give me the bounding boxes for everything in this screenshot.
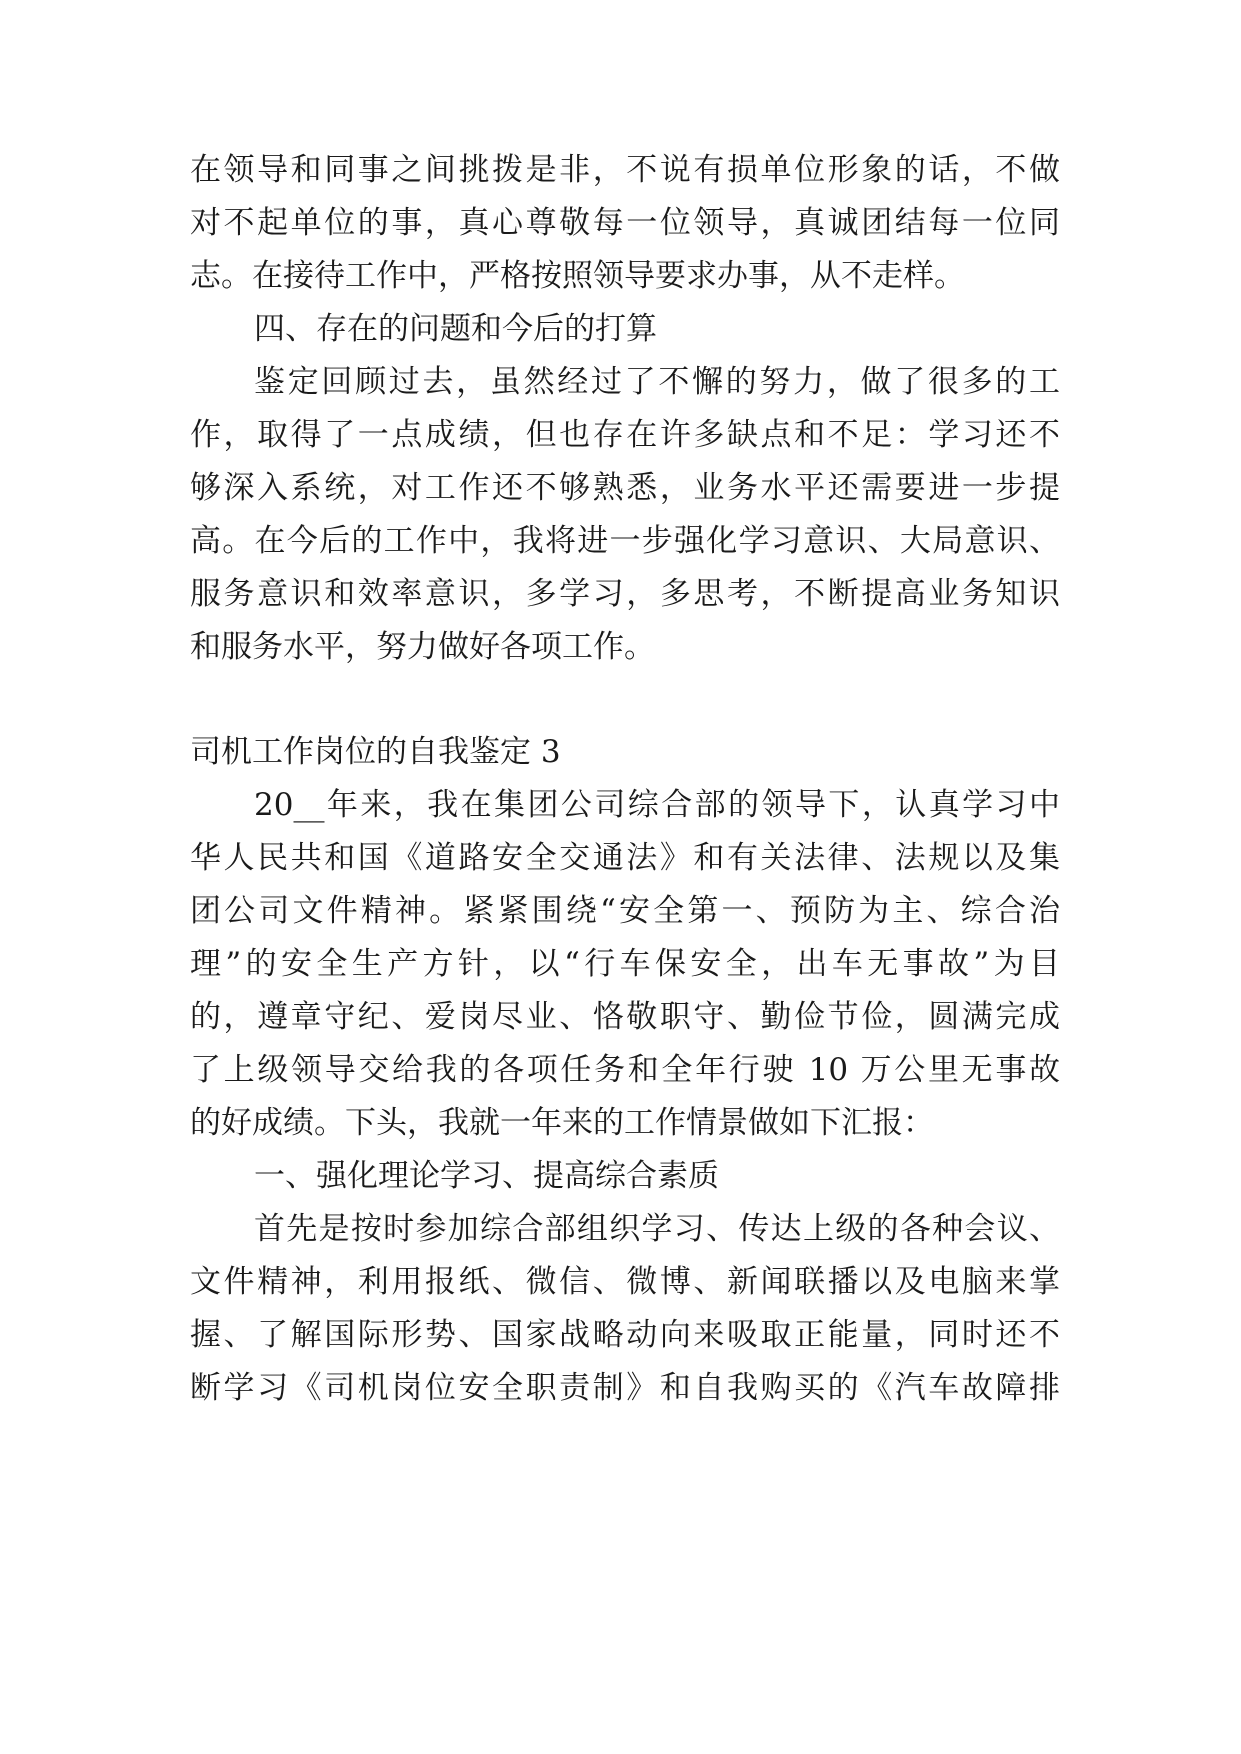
text-line: 握、了解国际形势、国家战略动向来吸取正能量，同时还不: [190, 1317, 1060, 1353]
text-line: 对不起单位的事，真心尊敬每一位领导，真诚团结每一位同: [190, 205, 1060, 241]
text-line: 团公司文件精神。紧紧围绕“安全第一、预防为主、综合治: [190, 893, 1060, 929]
text-line: 断学习《司机岗位安全职责制》和自我购买的《汽车故障排: [190, 1370, 1060, 1406]
text-line: 服务意识和效率意识，多学习，多思考，不断提高业务知识: [190, 576, 1060, 612]
document-title: 司机工作岗位的自我鉴定 3: [190, 734, 561, 770]
text-line: 够深入系统，对工作还不够熟悉，业务水平还需要进一步提: [190, 470, 1060, 506]
text-line: 的好成绩。下头，我就一年来的工作情景做如下汇报：: [190, 1105, 934, 1141]
text-line: 高。在今后的工作中，我将进一步强化学习意识、大局意识、: [190, 523, 1060, 559]
text-line: 了上级领导交给我的各项任务和全年行驶 10 万公里无事故: [190, 1052, 1060, 1088]
text-line: 在领导和同事之间挑拨是非，不说有损单位形象的话，不做: [190, 152, 1060, 188]
section-heading: 四、存在的问题和今后的打算: [254, 311, 657, 347]
text-line: 和服务水平，努力做好各项工作。: [190, 629, 655, 665]
section-heading: 一、强化理论学习、提高综合素质: [254, 1158, 719, 1194]
text-line: 文件精神，利用报纸、微信、微博、新闻联播以及电脑来掌: [190, 1264, 1060, 1300]
text-line: 的，遵章守纪、爱岗尽业、恪敬职守、勤俭节俭，圆满完成: [190, 999, 1060, 1035]
text-line: 华人民共和国《道路安全交通法》和有关法律、法规以及集: [190, 840, 1060, 876]
text-line: 作，取得了一点成绩，但也存在许多缺点和不足：学习还不: [190, 417, 1060, 453]
text-line: 鉴定回顾过去，虽然经过了不懈的努力，做了很多的工: [254, 364, 1060, 400]
text-line: 20__年来，我在集团公司综合部的领导下，认真学习中: [254, 787, 1060, 823]
text-line: 首先是按时参加综合部组织学习、传达上级的各种会议、: [254, 1211, 1060, 1247]
text-line: 志。在接待工作中，严格按照领导要求办事，从不走样。: [190, 258, 965, 294]
text-line: 理”的安全生产方针，以“行车保安全，出车无事故”为目: [190, 946, 1060, 982]
